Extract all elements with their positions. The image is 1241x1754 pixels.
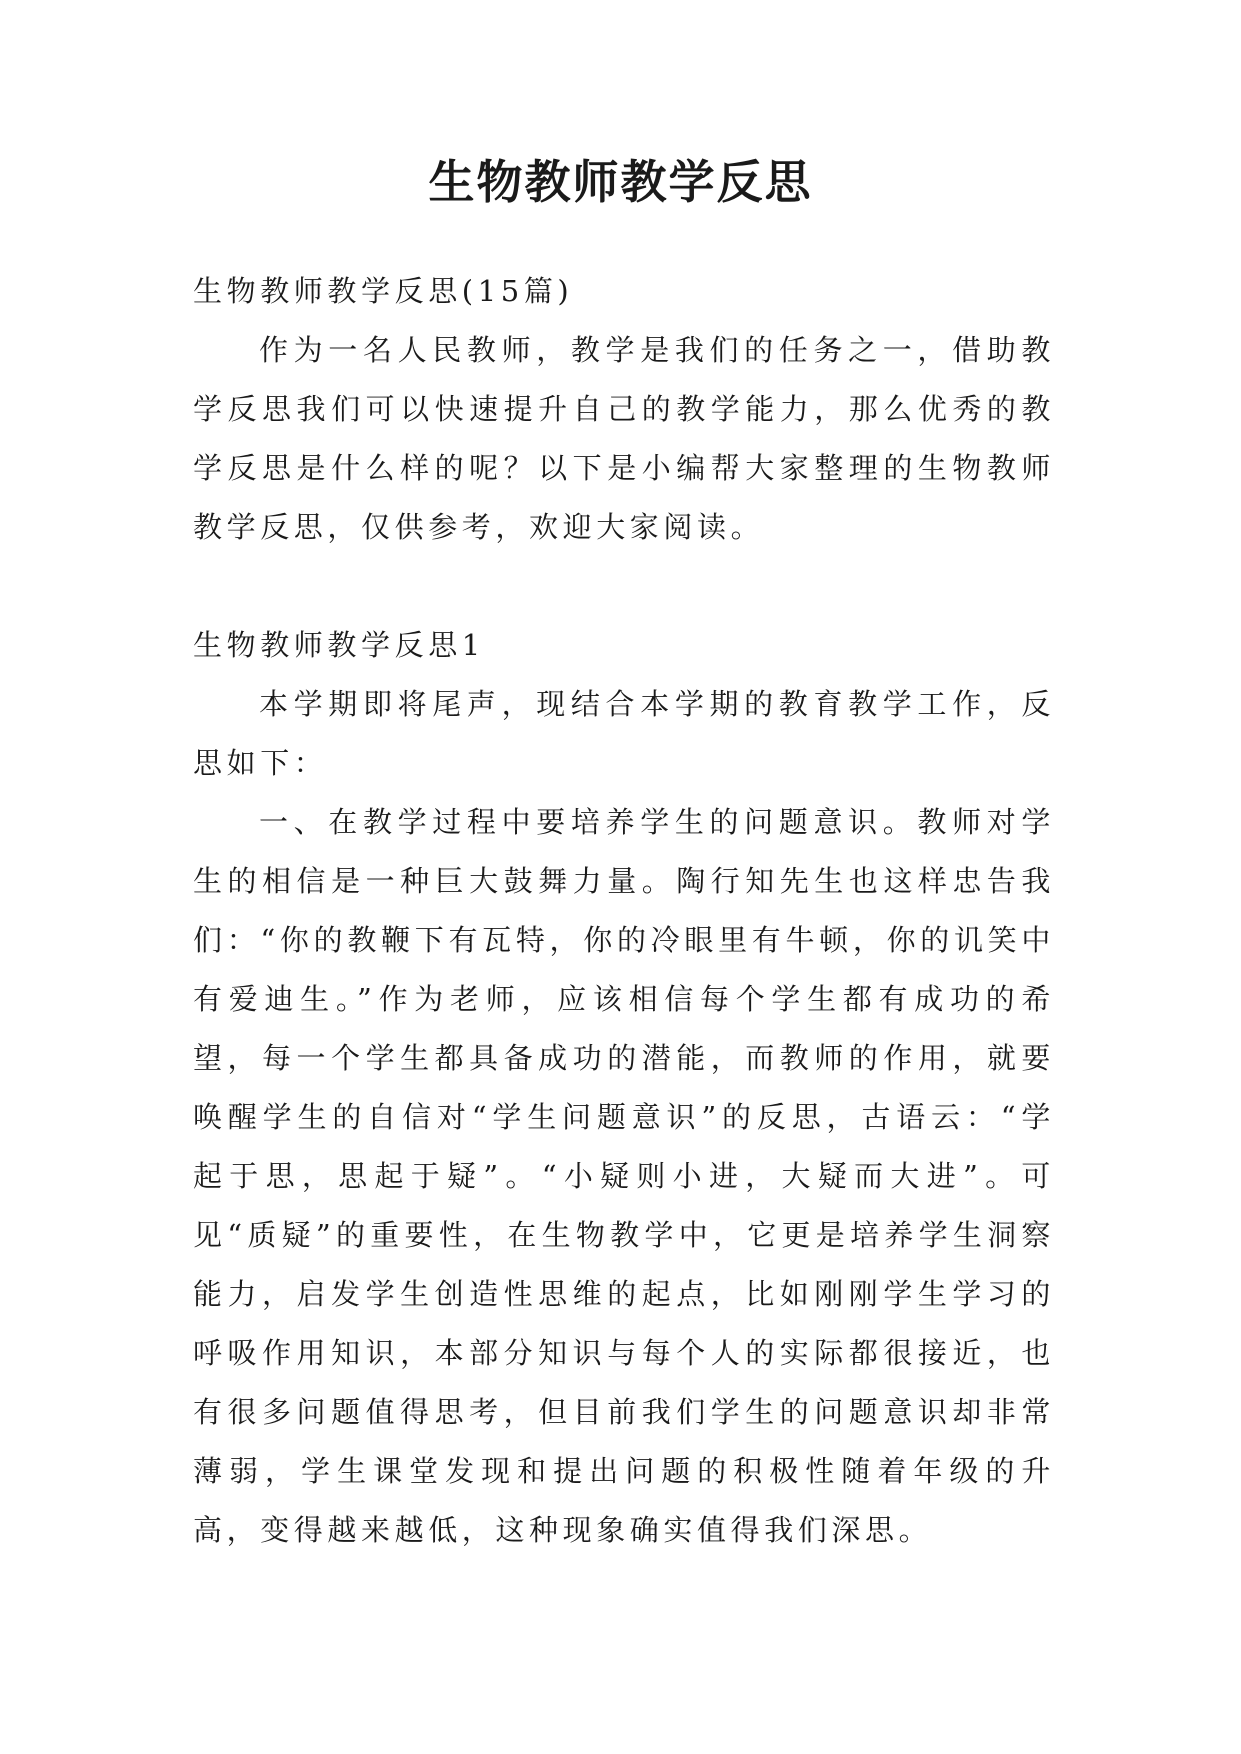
section-paragraph-2: 一、在教学过程中要培养学生的问题意识。教师对学生的相信是一种巨大鼓舞力量。陶行知先生也这样忠告我们：“你的教鞭下有瓦特，你的冷眼里有牛顿，你的讥笑中有爱迪生。”作为老师，应该相信每个学生都有成功的希望，每一个学生都具备成功的潜能，而教师的作用，就要唤醒学生的自信对“学生问题意识”的反思，古语云：“学起于思，思起于疑”。“小疑则小进，大疑而大进”。可见“质疑”的重要性，在生物教学中，它更是培养学生洞察能力，启发学生创造性思维的起点，比如刚刚学生学习的呼吸作用知识，本部分知识与每个人的实际都很接近，也有很多问题值得思考，但目前我们学生的问题意识却非常薄弱，学生课堂发现和提出问题的积极性随着年级的升高，变得越来越低，这种现象确实值得我们深思。	[193, 805, 1055, 1547]
document-body	[193, 262, 1055, 1560]
document-title: 生物教师教学反思	[428, 155, 813, 209]
paragraph-gap	[193, 557, 1055, 616]
section-heading: 生物教师教学反思1	[193, 628, 485, 662]
intro-paragraph: 作为一名人民教师，教学是我们的任务之一，借助教学反思我们可以快速提升自己的教学能力，那么优秀的教学反思是什么样的呢？以下是小编帮大家整理的生物教师教学反思，仅供参考，欢迎大家阅读。	[193, 333, 1055, 544]
section-paragraph-1: 本学期即将尾声，现结合本学期的教育教学工作，反思如下：	[193, 687, 1055, 780]
document-subtitle: 生物教师教学反思(15篇)	[193, 274, 574, 308]
